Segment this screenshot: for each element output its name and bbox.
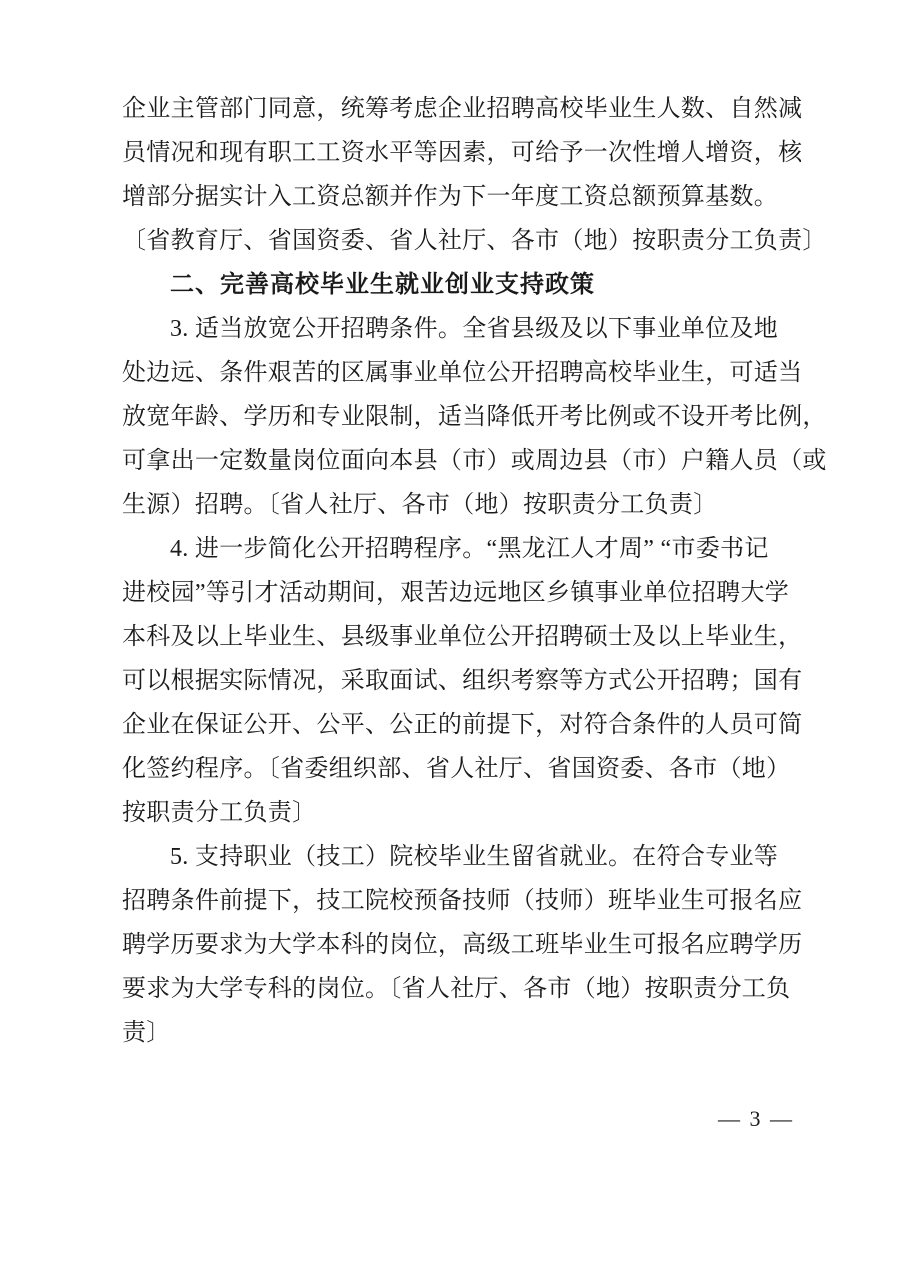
text-line: 4. 进一步简化公开招聘程序。“黑龙江人才周” “市委书记: [170, 536, 769, 562]
text-line: 进校园”等引才活动期间，艰苦边远地区乡镇事业单位招聘大学: [122, 580, 790, 606]
text-line: 按职责分工负责〕: [122, 800, 317, 826]
text-line: 员情况和现有职工工资水平等因素，可给予一次性增人增资，核: [122, 140, 803, 166]
text-line: 3. 适当放宽公开招聘条件。全省县级及以下事业单位及地: [170, 316, 779, 342]
text-line: 企业主管部门同意，统筹考虑企业招聘高校毕业生人数、自然减: [122, 96, 803, 122]
text-line: 招聘条件前提下，技工院校预备技师（技师）班毕业生可报名应: [122, 888, 803, 914]
text-line: 〔省教育厅、省国资委、省人社厅、各市（地）按职责分工负责〕: [122, 228, 827, 254]
text-line: 增部分据实计入工资总额并作为下一年度工资总额预算基数。: [122, 184, 779, 210]
text-line: 生源）招聘。〔省人社厅、各市（地）按职责分工负责〕: [122, 492, 718, 518]
text-line: 聘学历要求为大学本科的岗位，高级工班毕业生可报名应聘学历: [122, 932, 803, 958]
text-line: 处边远、条件艰苦的区属事业单位公开招聘高校毕业生，可适当: [122, 360, 803, 386]
document-body: [122, 87, 827, 1055]
page-number: — 3 —: [718, 1106, 794, 1131]
text-line: 企业在保证公开、公平、公正的前提下，对符合条件的人员可简: [122, 712, 803, 738]
text-line: 化签约程序。〔省委组织部、省人社厅、省国资委、各市（地）: [122, 756, 791, 782]
text-line: 责〕: [122, 1020, 171, 1046]
text-line: 本科及以上毕业生、县级事业单位公开招聘硕士及以上毕业生，: [122, 624, 803, 650]
text-line: 5. 支持职业（技工）院校毕业生留省就业。在符合专业等: [170, 844, 779, 870]
section-heading: 二、完善高校毕业生就业创业支持政策: [170, 271, 595, 298]
text-line: 可以根据实际情况，采取面试、组织考察等方式公开招聘；国有: [122, 668, 803, 694]
text-line: 放宽年龄、学历和专业限制，适当降低开考比例或不设开考比例，: [122, 404, 827, 430]
text-line: 可拿出一定数量岗位面向本县（市）或周边县（市）户籍人员（或: [122, 448, 827, 474]
text-line: 要求为大学专科的岗位。〔省人社厅、各市（地）按职责分工负: [122, 976, 791, 1002]
